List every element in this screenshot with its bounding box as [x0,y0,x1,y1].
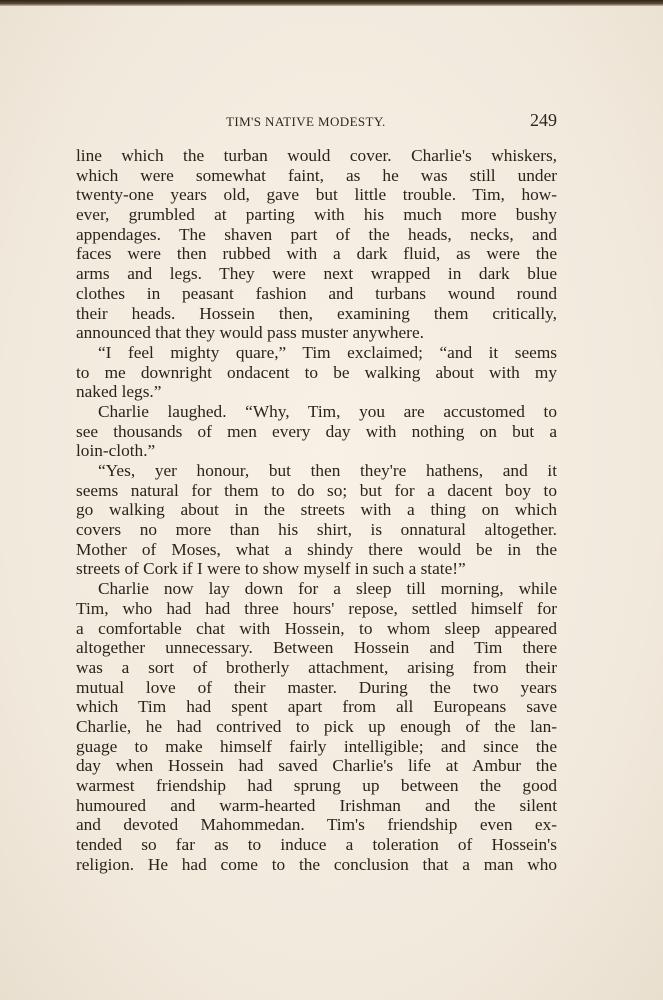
text-line: Charlie now lay down for a sleep till morning, while [98,579,557,599]
text-line: Tim, who had had three hours' repose, settled himself for [76,598,557,618]
page-number: 249 [530,110,557,130]
text-line: streets of Cork if I were to show myself in such a state!” [76,559,466,579]
running-head-title: TIM'S NATIVE MODESTY. [226,114,386,129]
text-line: tended so far as to induce a toleration of Hossein's [76,835,557,855]
text-line: “Yes, yer honour, but then they're hathens, and it [98,461,557,480]
text-line: announced that they would pass muster anywhere. [76,323,424,343]
text-line: twenty-one years old, gave but little trouble. Tim, how- [76,185,557,205]
text-line: which were somewhat faint, as he was still under [76,165,557,185]
text-line: seems natural for them to do so; but for a dacent boy to [76,480,557,500]
text-line: naked legs.” [76,382,162,402]
text-line: humoured and warm-hearted Irishman and the silent [76,795,557,815]
text-line: go walking about in the streets with a thing on which [76,500,557,520]
text-line: altogether unnecessary. Between Hossein and Tim there [76,638,557,658]
body-text [76,146,557,874]
text-line: appendages. The shaven part of the heads, necks, and [76,224,557,244]
text-line: faces were then rubbed with a dark fluid, as were the [76,244,557,264]
text-line: Mother of Moses, what a shindy there would be in the [76,539,557,559]
text-line: guage to make himself fairly intelligible; and since the [76,736,557,756]
text-line: and devoted Mahommedan. Tim's friendship even ex- [76,815,557,835]
text-line: line which the turban would cover. Charlie's whiskers, [76,146,557,165]
text-line: ever, grumbled at parting with his much more bushy [76,205,557,225]
text-line: their heads. Hossein then, examining them critically, [76,303,557,323]
text-line: see thousands of men every day with nothing on but a [76,421,557,441]
text-line: Charlie laughed. “Why, Tim, you are accustomed to [98,401,557,421]
text-line: clothes in peasant fashion and turbans wound round [76,283,557,303]
text-line: which Tim had spent apart from all Europeans save [76,697,557,717]
text-line: to me downright ondacent to be walking about with my [76,362,557,382]
text-line: was a sort of brotherly attachment, arising from their [76,657,557,677]
text-line: mutual love of their master. During the two years [76,677,557,697]
text-line: warmest friendship had sprung up between the good [76,776,557,795]
text-line: day when Hossein had saved Charlie's life at Ambur the [76,756,557,776]
text-line: arms and legs. They were next wrapped in dark blue [76,264,557,284]
text-line: covers no more than his shirt, is onnatural altogether. [76,520,557,540]
text-line: a comfortable chat with Hossein, to whom sleep appeared [76,618,557,638]
text-line: Charlie, he had contrived to pick up enough of the lan- [76,716,557,736]
text-line: religion. He had come to the conclusion that a man who [76,854,557,874]
running-head [76,110,557,130]
text-line: “I feel mighty quare,” Tim exclaimed; “and it seems [98,342,557,362]
text-line: loin-cloth.” [76,441,156,461]
